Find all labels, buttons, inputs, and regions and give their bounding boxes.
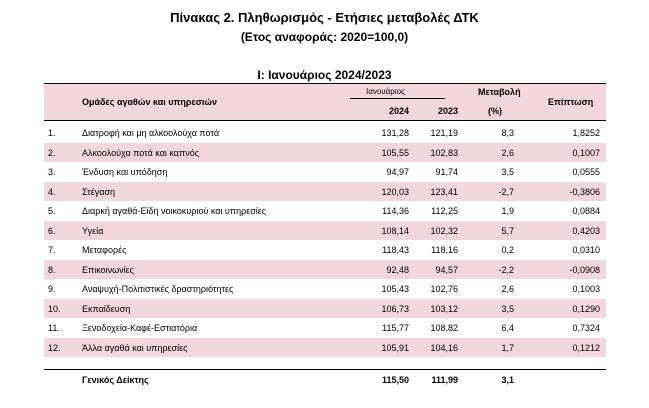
period-title: Ι: Ιανουάριος 2024/2023 xyxy=(257,68,392,82)
row-weight: 0,7324 xyxy=(572,323,600,333)
table-row xyxy=(44,123,606,142)
row-weight: 0,1212 xyxy=(572,342,600,353)
row-category: Ένδυση και υπόδηση xyxy=(82,167,168,177)
table-row xyxy=(44,299,606,318)
row-value-2023: 104,16 xyxy=(430,342,458,353)
row-number: 8. xyxy=(48,264,56,275)
row-category: Διαρκή αγαθά-Είδη νοικοκυριού και υπηρεσίες xyxy=(82,206,267,216)
row-value-2024: 94,97 xyxy=(386,167,409,177)
row-number: 9. xyxy=(48,284,56,294)
row-value-2024: 105,43 xyxy=(381,284,409,294)
row-change: 6,4 xyxy=(501,323,514,333)
row-value-2024: 105,55 xyxy=(381,147,409,158)
row-weight: 0,0884 xyxy=(572,206,600,216)
row-number: 6. xyxy=(48,225,56,236)
row-value-2024: 105,91 xyxy=(381,342,409,353)
total-row xyxy=(44,369,606,388)
table-row xyxy=(44,143,606,162)
row-number: 4. xyxy=(48,186,56,197)
row-number: 10. xyxy=(48,303,61,314)
row-change: 3,5 xyxy=(501,303,514,314)
row-change: -2,2 xyxy=(498,264,514,275)
row-category: Μεταφορές xyxy=(82,245,127,255)
table-row xyxy=(44,162,606,181)
table-row xyxy=(44,240,606,259)
row-change: -2,7 xyxy=(498,186,514,197)
row-number: 7. xyxy=(48,245,56,255)
row-weight: 1,8252 xyxy=(572,128,600,138)
row-change: 5,7 xyxy=(501,225,514,236)
row-change: 3,5 xyxy=(501,167,514,177)
row-value-2023: 118,16 xyxy=(431,245,458,255)
row-weight: 0,1290 xyxy=(572,303,600,314)
row-category: Άλλα αγαθά και υπηρεσίες xyxy=(82,342,188,353)
row-change: 1,9 xyxy=(501,206,514,216)
row-value-2023: 112,25 xyxy=(431,206,458,216)
table-body xyxy=(44,121,606,391)
row-value-2024: 118,43 xyxy=(382,245,409,255)
row-value-2024: 120,03 xyxy=(381,186,409,197)
row-number: 3. xyxy=(48,167,56,177)
total-value-2024: 115,50 xyxy=(381,375,409,385)
header-change: Μεταβολή xyxy=(478,87,521,97)
row-category: Στέγαση xyxy=(82,186,115,197)
row-value-2024: 92,48 xyxy=(386,264,409,275)
table-row xyxy=(44,318,606,337)
row-value-2023: 121,19 xyxy=(430,128,458,138)
table-row xyxy=(44,221,606,240)
row-change: 2,6 xyxy=(501,284,514,294)
row-category: Εκπαίδευση xyxy=(82,303,131,314)
row-number: 11. xyxy=(48,323,60,333)
row-category: Αλκοολούχα ποτά και καπνός xyxy=(82,147,200,158)
row-value-2024: 114,36 xyxy=(382,206,409,216)
row-weight: 0,0310 xyxy=(572,245,600,255)
header-year-2024: 2024 xyxy=(388,106,409,116)
row-value-2023: 108,82 xyxy=(430,323,458,333)
inflation-table xyxy=(44,83,606,391)
header-weight: Επίπτωση xyxy=(548,97,594,107)
row-value-2024: 115,77 xyxy=(382,323,409,333)
row-change: 0,2 xyxy=(501,245,514,255)
row-value-2024: 108,14 xyxy=(381,225,409,236)
row-value-2023: 102,83 xyxy=(430,147,458,158)
table-row xyxy=(44,201,606,220)
row-change: 1,7 xyxy=(501,342,514,353)
base-year-note: (Ετος αναφοράς: 2020=100,0) xyxy=(240,30,409,44)
total-value-2023: 111,99 xyxy=(431,375,458,385)
row-value-2024: 131,28 xyxy=(381,128,409,138)
row-value-2023: 123,41 xyxy=(430,186,458,197)
row-value-2024: 106,73 xyxy=(381,303,409,314)
table-row xyxy=(44,182,606,201)
table-row xyxy=(44,279,606,298)
row-weight: -0,0908 xyxy=(569,264,600,275)
row-weight: -0,3806 xyxy=(569,186,600,197)
row-weight: 0,1003 xyxy=(572,284,600,294)
row-value-2023: 102,76 xyxy=(430,284,458,294)
row-weight: 0,0555 xyxy=(572,167,600,177)
row-number: 12. xyxy=(48,342,61,353)
row-number: 1. xyxy=(48,128,56,138)
header-year-2023: 2023 xyxy=(437,106,458,116)
total-label: Γενικός Δείκτης xyxy=(82,375,149,385)
row-value-2023: 94,57 xyxy=(435,264,458,275)
row-number: 5. xyxy=(48,206,56,216)
row-number: 2. xyxy=(48,147,56,158)
row-value-2023: 91,74 xyxy=(435,167,458,177)
row-category: Υγεία xyxy=(82,225,104,236)
row-value-2023: 103,12 xyxy=(430,303,458,314)
row-change: 8,3 xyxy=(501,128,514,138)
total-change: 3,1 xyxy=(501,375,514,385)
header-change-unit: (%) xyxy=(488,106,502,116)
row-category: Αναψυχή-Πολιτιστικές δραστηριότητες xyxy=(82,284,234,294)
header-month: Ιανουάριος xyxy=(366,87,405,96)
row-weight: 0,4203 xyxy=(572,225,600,236)
table-row xyxy=(44,260,606,279)
row-category: Διατροφή και μη αλκοολούχα ποτά xyxy=(82,128,220,138)
table-row xyxy=(44,338,606,357)
table-header xyxy=(44,83,606,121)
row-weight: 0,1007 xyxy=(572,147,600,158)
row-category: Επικοινωνίες xyxy=(82,264,134,275)
row-value-2023: 102,32 xyxy=(430,225,458,236)
row-category: Ξενοδοχεία-Καφέ-Εστιατόρια xyxy=(82,323,198,333)
header-groups: Ομάδες αγαθών και υπηρεσιών xyxy=(82,97,217,107)
table-title: Πίνακας 2. Πληθωρισμός - Ετήσιες μεταβολές ΔΤΚ xyxy=(170,10,479,25)
row-change: 2,6 xyxy=(501,147,514,158)
